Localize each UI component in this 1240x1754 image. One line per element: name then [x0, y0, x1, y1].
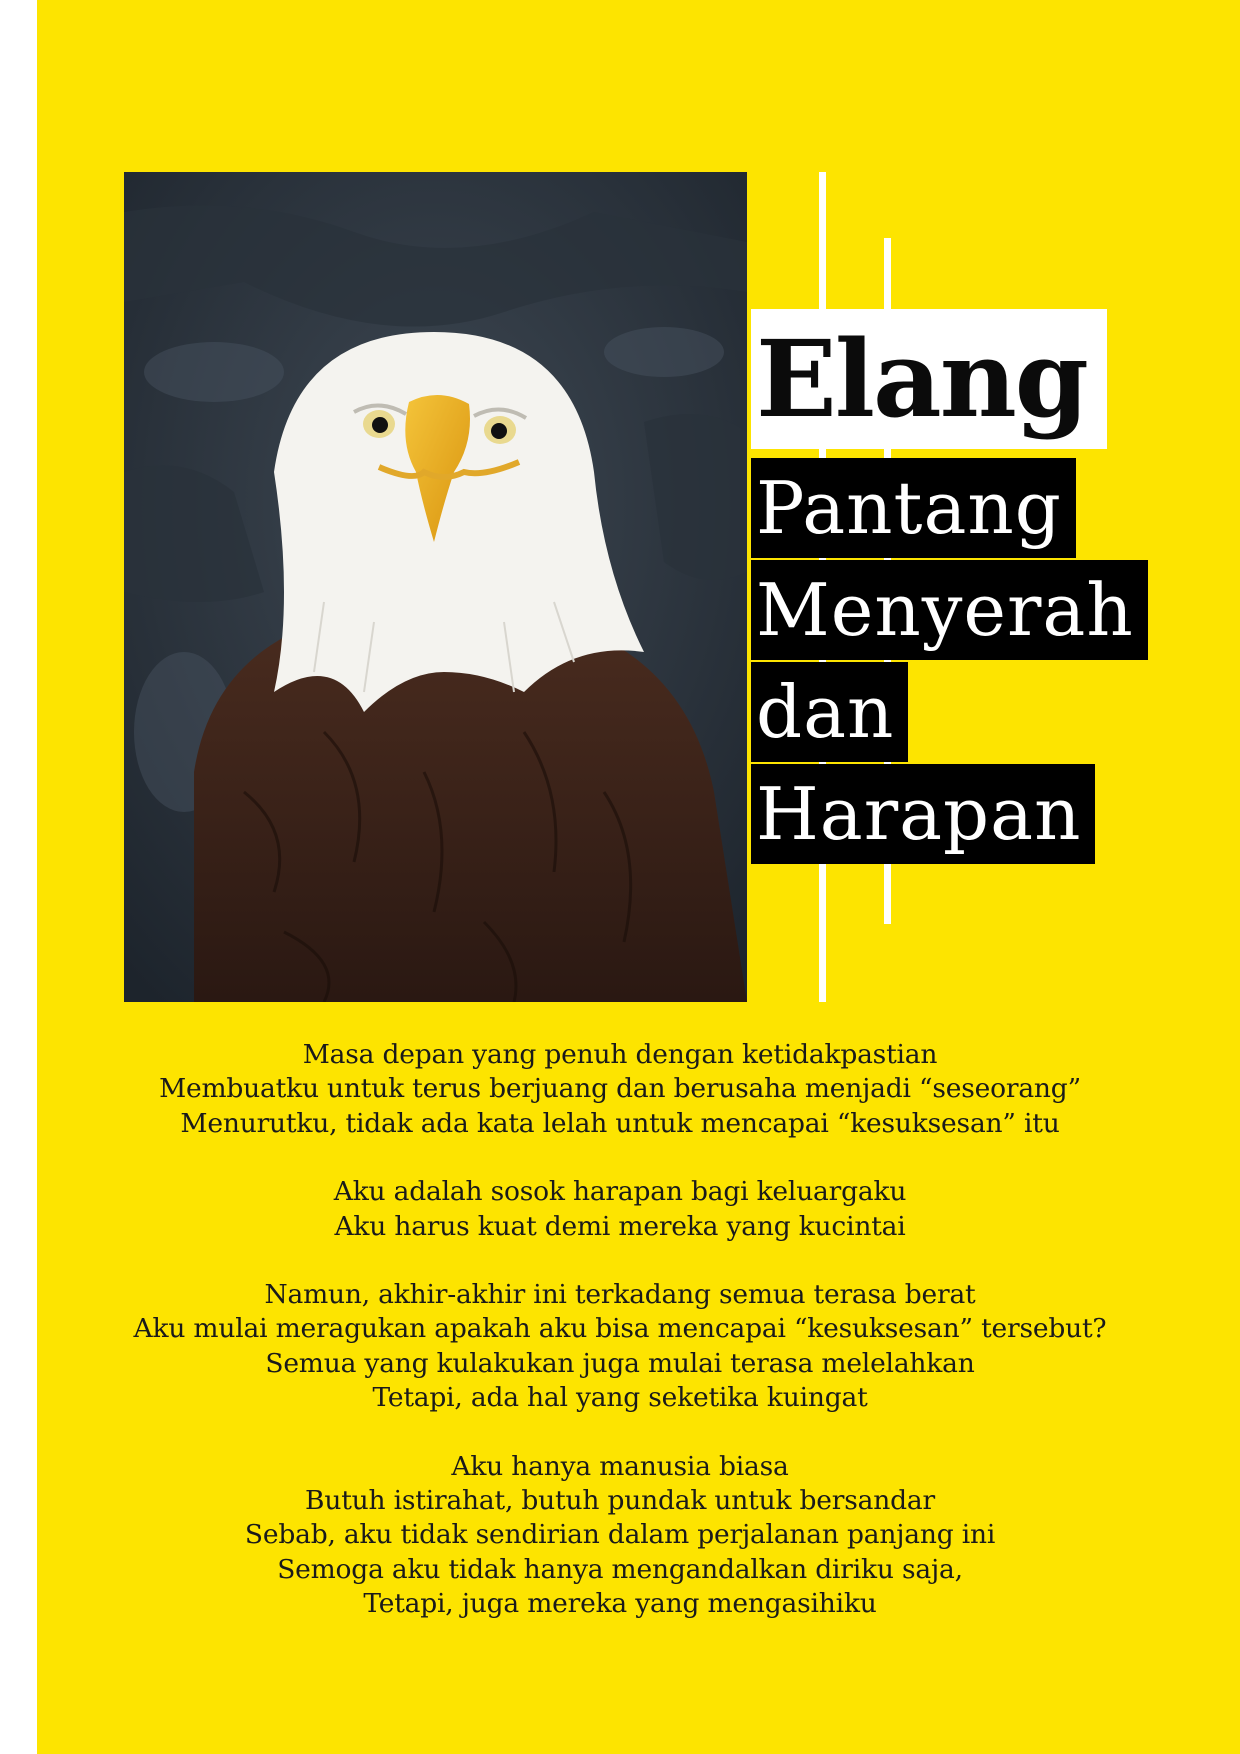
poem-stanza-3 — [37, 1278, 1203, 1416]
poem-line: Sebab, aku tidak sendirian dalam perjalanan panjang ini — [244, 1519, 996, 1551]
subtitle-line-1: Pantang — [751, 458, 1076, 558]
poem-line: Tetapi, ada hal yang seketika kuingat — [372, 1382, 868, 1414]
subtitle-line-3: dan — [751, 662, 908, 762]
poem-line: Menurutku, tidak ada kata lelah untuk mencapai “kesuksesan” itu — [180, 1107, 1060, 1139]
poem-stanza-2 — [37, 1175, 1203, 1244]
poem-body — [37, 1038, 1203, 1656]
subtitle-line-2: Menyerah — [751, 560, 1148, 660]
poem-line: Semua yang kulakukan juga mulai terasa melelahkan — [265, 1347, 975, 1379]
poem-stanza-4 — [37, 1450, 1203, 1622]
poem-stanza-1 — [37, 1038, 1203, 1141]
eagle-photo — [124, 172, 747, 1002]
poem-line: Semoga aku tidak hanya mengandalkan diriku saja, — [277, 1553, 963, 1585]
subtitle-line-4: Harapan — [751, 764, 1095, 864]
poem-line: Namun, akhir-akhir ini terkadang semua terasa berat — [264, 1279, 976, 1311]
poster-page — [37, 0, 1240, 1754]
poem-line: Aku harus kuat demi mereka yang kucintai — [334, 1210, 906, 1242]
poem-line: Masa depan yang penuh dengan ketidakpastian — [302, 1039, 938, 1070]
poem-line: Membuatku untuk terus berjuang dan berusaha menjadi “seseorang” — [159, 1073, 1081, 1105]
poem-line: Butuh istirahat, butuh pundak untuk bersandar — [305, 1485, 935, 1517]
poem-line: Tetapi, juga mereka yang mengasihiku — [363, 1588, 877, 1620]
page-title: Elang — [751, 309, 1107, 449]
poem-line: Aku mulai meragukan apakah aku bisa mencapai “kesuksesan” tersebut? — [133, 1313, 1107, 1345]
poem-line: Aku hanya manusia biasa — [451, 1450, 789, 1482]
poem-line: Aku adalah sosok harapan bagi keluargaku — [333, 1176, 907, 1208]
